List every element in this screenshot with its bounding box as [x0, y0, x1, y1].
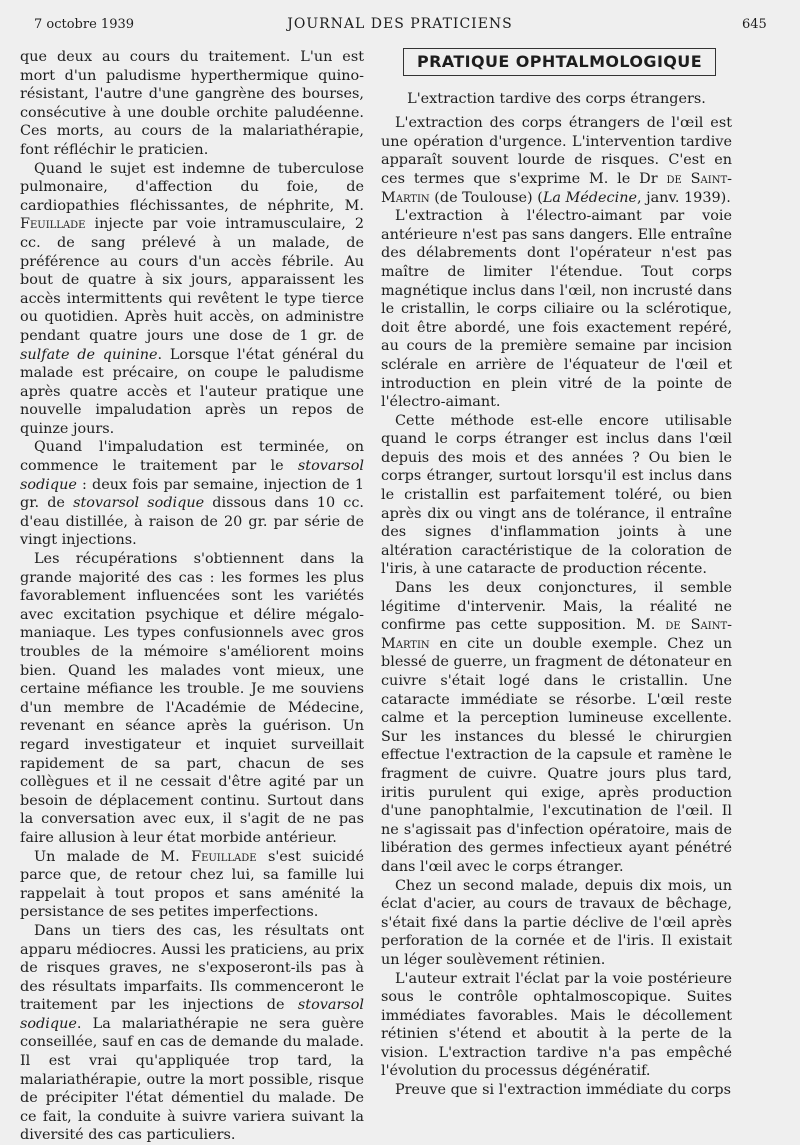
paragraph: Les récupérations s'obtiennent dans la grande majorité des cas : les formes les plus favorablement influencées sont les variétés avec excitation psychique et délire mégalo-maniaque. Les types confusionnels avec gros troubles de la mémoire s'améliorent moins bien. Quand les malades vont mieux, une certaine méfiance les trouble. Je me souviens d'un membre de l'Académie de Médecine, revenant en séance après la guérison. Un regard investigateur et inquiet surveillait rapidement de sa part, chacun de ses collègues et il ne cessait d'être agité par un besoin de déplacement continu. Surtout dans la conversation avec eux, il s'agit de ne pas faire allusion à leur état morbide antérieur.	[20, 551, 364, 846]
paragraph: L'extraction des corps étrangers de l'œil est une opération d'urgence. L'intervention tardive apparaît souvent lourde de risques. C'est en ces termes que s'exprime M. le Dr de Saint-Martin (de Toulouse) (La Médecine, janv. 1939).	[381, 115, 732, 206]
right-column	[381, 48, 732, 1100]
paragraph: Dans un tiers des cas, les résultats ont apparu médiocres. Aussi les praticiens, au prix de risques graves, ne s'exposeront-ils pas à des résultats imparfaits. Ils commenceront le traitement par les injections de stovarsol sodique. La malariathérapie ne sera guère conseillée, sauf en cas de demande du malade. Il est vrai qu'appliquée trop tard, la malariathérapie, outre la mort possible, risque de précipiter l'état démentiel du malade. De ce fait, la conduite à suivre variera suivant la diversité des cas particuliers.	[20, 922, 364, 1144]
author-name: de Saint-Martin	[381, 617, 732, 652]
paragraph: Un malade de M. Feuillade s'est suicidé parce que, de retour chez lui, sa famille lui rappelait à tout propos et sans aménité la persistance de ses petites imperfections.	[20, 848, 364, 921]
paragraph: Chez un second malade, depuis dix mois, un éclat d'acier, au cours de travaux de bêchage, s'était fixé dans la partie déclive de l'œil après perforation de la cornée et de l'iris. Il existait un léger soulèvement rétinien.	[381, 877, 732, 968]
journal-title: JOURNAL DES PRATICIENS	[287, 16, 513, 32]
drug-name: sulfate de quinine	[20, 346, 158, 363]
left-column	[20, 48, 364, 1145]
author-name: de Saint-Martin	[381, 170, 732, 206]
paragraph: L'auteur extrait l'éclat par la voie postérieure sous le contrôle ophtalmoscopique. Suites immédiates favorables. Mais le décollement rétinien s'étend et aboutit à la perte de la vision. L'extraction tardive n'a pas empêché l'évolution du processus dégénératif.	[381, 970, 732, 1080]
paragraph: Preuve que si l'extraction immédiate du corps	[395, 1082, 732, 1099]
author-name: Feuillade	[191, 848, 257, 865]
paragraph: Quand l'impaludation est terminée, on commence le traitement par le stovarsol sodique : deux fois par semaine, injection de 1 gr. de stovarsol sodique dissous dans 10 cc. d'eau distillée, à raison de 20 gr. par série de vingt injections.	[20, 439, 364, 549]
drug-name: stovarsol sodique	[73, 495, 205, 512]
paragraph: L'extraction à l'électro-aimant par voie antérieure n'est pas sans dangers. Elle entraîne des délabrements dont l'opérateur n'est pas maître de limiter l'étendue. Tout corps magnétique inclus dans l'œil, non incrusté dans le cristallin, le corps ciliaire ou la sclérotique, doit être abordé, une fois exactement repéré, au cours de la première semaine par incision sclérale en arrière de l'équateur de l'œil et introduction en plein vitré de la pointe de l'électro-aimant.	[381, 208, 732, 411]
paragraph: Dans les deux conjonctures, il semble légitime d'intervenir. Mais, la réalité ne confirme pas cette supposition. M. de Saint-Martin en cite un double exemple. Chez un blessé de guerre, un fragment de détonateur en cuivre s'était logé dans le cristallin. Une cataracte immédiate se résorbe. L'œil reste calme et la perception lumineuse excellente. Sur les instances du blessé le chirurgien effectue l'extraction de la capsule et ramène le fragment de cuivre. Quatre jours plus tard, iritis purulent qui exige, après production d'une panophtalmie, l'excutination de l'œil. Il ne s'agissait pas d'infection opératoire, mais de libération des germes infectieux ayant pénétré dans l'œil avec le corps étranger.	[381, 580, 732, 875]
drug-name: stovarsol sodique	[20, 997, 364, 1032]
drug-name: stovarsol sodique	[20, 458, 364, 493]
page-number: 645	[742, 17, 767, 32]
journal-reference: La Médecine	[542, 189, 637, 206]
paragraph: Cette méthode est-elle encore utilisable quand le corps étranger est inclus dans l'œil depuis des mois et des années ? Ou bien le corps étranger, surtout lorsqu'il est inclus dans le cristallin est parfaitement toléré, ou bien après dix ou vingt ans de tolérance, il entraîne des signes d'inflammation joints à une altération caractéristique de la coloration de l'iris, à une cataracte de production récente.	[381, 412, 732, 578]
paragraph: Quand le sujet est indemne de tuberculose pulmonaire, d'affection du foie, de cardiopathies fléchissantes, de néphrite, M. Feuillade injecte par voie intramusculaire, 2 cc. de sang prélevé à un malade, de préférence au cours d'un accès fébrile. Au bout de quatre à six jours, apparaissent les accès intermittents qui revêtent le type tierce ou quotidien. Après huit accès, on administre pendant quatre jours une dose de 1 gr. de sulfate de quinine. Lorsque l'état général du malade est précaire, on coupe le paludisme après quatre accès et l'auteur pratique une nouvelle impaludation après un repos de quinze jours.	[20, 160, 364, 437]
paragraph: que deux au cours du traitement. L'un est mort d'un paludisme hyperthermique quino-résistant, l'autre d'une gangrène des bourses, consécutive à une double orchite paludéenne. Ces morts, au cours de la malariathérapie, font réfléchir le praticien.	[20, 49, 364, 158]
section-title: PRATIQUE OPHTALMOLOGIQUE	[403, 48, 716, 76]
page-header	[0, 14, 800, 36]
author-name: Feuillade	[20, 216, 86, 233]
issue-date: 7 octobre 1939	[34, 17, 135, 32]
article-title: L'extraction tardive des corps étrangers.	[407, 90, 706, 107]
